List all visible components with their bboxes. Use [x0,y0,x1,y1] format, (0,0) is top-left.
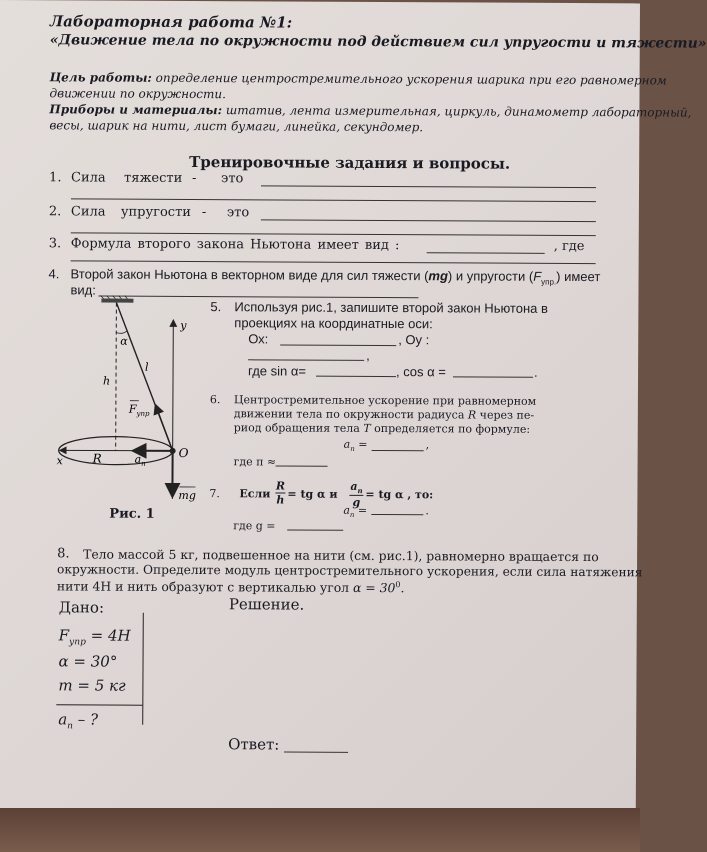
q7-an: $a_n$ = [343,503,368,520]
q1-word4: это [221,171,244,187]
q4-num: 4. [48,266,60,282]
q2-word1: Сила [70,204,106,220]
given-divider-vertical [142,613,144,725]
given-f: $F_{упр} = 4H$ [58,626,131,648]
figure-label-mg: mg [178,488,196,503]
figure-ball [170,448,176,454]
q2-word4: это [226,205,250,221]
q7-frac1-den: h [276,493,285,507]
q6-R: R [467,408,477,422]
q1-word1: Сила [71,170,106,186]
q4-fupr: F [533,268,542,284]
q6-line2b: через пе- [479,408,535,422]
given-m: m = 5 кг [58,676,126,695]
materials-text1: штатив, лента измерительная, циркуль, динамометр лабораторный, [225,103,692,120]
figure-mount [101,299,133,303]
figure-label-h: h [102,374,111,388]
q6-line1: Центростремительное ускорение при равномерном [233,393,537,408]
q5-cos: , cos α = [396,364,446,380]
worksheet-title: Лабораторная работа №1: [49,12,293,32]
goal-label: Цель работы: [49,70,152,85]
q7-eq1: = tg α и [287,487,338,501]
q7-an-line[interactable] [371,514,423,515]
q5-dot: . [534,364,538,380]
q4-line2: вид: [70,282,96,298]
q8-line3-text: нити 4Н и нить образуют с вертикалью угол [56,578,350,595]
q8-angle: α = 30 [352,579,396,596]
q3-answer-line2[interactable] [71,260,596,264]
figure-tension-vector [156,406,173,451]
q8-line2: окружности. Определите модуль центростремительного ускорения, если сила натяжения [56,562,643,580]
materials-text2: весы, шарик на нити, лист бумаги, линейка, секундомер. [49,118,424,135]
q7-where-g: где g = [233,519,276,533]
q5-line1: Используя рис.1, запишите второй закон Ньютона в [234,299,548,316]
q6-pi: где π ≈ [233,455,277,469]
q6-an-line[interactable] [372,450,424,451]
figure-vertical-axis [116,303,117,451]
given-alpha: α = 30° [58,652,118,671]
q3-answer-line[interactable] [427,252,545,254]
q5-ox-line[interactable] [280,344,396,346]
figure-label-x: x [56,454,63,468]
q3-tail: , где [553,238,585,255]
q5-ox: Ох: [248,331,269,347]
q8-line1: Тело массой 5 кг, подвешенное на нити (см. рис.1), равномерно вращается по [83,546,599,565]
figure-pendulum [52,298,213,509]
figure-label-y: y [180,318,187,332]
q6-T: T [363,421,371,435]
q6-an: $a_n$ = [343,437,368,454]
q5-cos-line[interactable] [453,376,533,377]
q4-text2: ) и упругости ( [447,268,534,284]
q2-word3: - [201,205,207,221]
figure-label-O: O [178,445,189,460]
q6-line2a: движении тела по окружности радиуса [233,407,465,422]
q6-line2 [234,407,534,422]
q8-line3 [57,578,405,595]
given-divider-horizontal [56,704,142,705]
figure-label-R: R [92,451,102,466]
section-title: Тренировочные задания и вопросы. [189,152,511,173]
q6-line3a: риод обращения тела [233,421,360,435]
q7-frac2-num: $a_n$ [350,479,363,496]
q7-frac2-den: g [352,495,361,509]
q6-num: 6. [209,393,221,407]
q4-line1 [71,266,601,286]
q7-g-line[interactable] [287,530,343,531]
q1-answer-line2[interactable] [71,198,596,202]
goal-text2: движении по окружности. [49,86,226,102]
q5-sin: где sin α= [248,363,307,379]
q2-num: 2. [48,204,62,220]
materials-label: Приборы и материалы: [49,102,223,118]
q8-end: . [400,580,405,596]
q5-line2: проекциях на координатные оси: [234,315,433,332]
q4-mg: mg [428,268,448,284]
q3-text: Формула второго закона Ньютона имеет вид : [70,236,400,254]
given-find: $a_n$ – ? [58,710,99,732]
q7-num: 7. [209,487,220,501]
figure-angle-arc [116,331,127,334]
q7-if: Если [239,487,271,501]
figure-label-F: $F_{упр}$ [128,402,150,418]
q1-word3: - [192,171,197,187]
figure-label-l: l [145,360,149,374]
q3-num: 3. [48,236,62,252]
q6-line3b: определяется по формуле: [374,421,531,436]
q8-deg: 0 [395,580,401,590]
q4-fupr-sub: упр. [541,277,557,287]
q6-pi-line[interactable] [276,465,328,466]
table-surface [0,808,640,852]
answer-line[interactable] [284,751,348,752]
q5-comma: , [366,347,370,363]
q5-oy-line[interactable] [248,359,364,361]
given-label: Дано: [58,598,105,617]
q7-eq2: = tg α , то: [365,487,434,502]
q7-frac1-num: R [275,479,286,493]
q1-answer-line[interactable] [261,185,596,188]
solution-label: Решение. [228,595,305,614]
q6-line3 [234,421,530,436]
q8-num: 8. [57,546,70,562]
figure-label-an: $a_n$ [134,452,146,468]
q2-answer-line2[interactable] [71,232,596,236]
q1-word2: тяжести [124,170,183,186]
figure-caption: Рис. 1 [109,506,155,522]
materials-line1 [49,102,691,119]
q7-dot: . [425,504,429,518]
q5-sin-line[interactable] [316,376,396,377]
worksheet-subtitle: «Движение тела по окружности под действием сил упругости и тяжести» [49,32,707,52]
q1-num: 1. [49,170,62,186]
answer-label: Ответ: [228,735,280,754]
q5-oy: , Оу : [398,332,430,348]
q5-num: 5. [210,299,222,315]
q4-text3: ) имеет [556,268,601,285]
goal-line1 [50,70,667,87]
q2-word2: упругости [120,204,191,221]
figure-label-alpha: α [120,334,128,348]
q6-comma: , [425,438,430,452]
q4-text1: Второй закон Ньютона в векторном виде для сил тяжести ( [70,266,429,284]
q2-answer-line[interactable] [261,219,596,222]
goal-text1: определение центростремительного ускорения шарика при его равномерном [155,70,667,88]
